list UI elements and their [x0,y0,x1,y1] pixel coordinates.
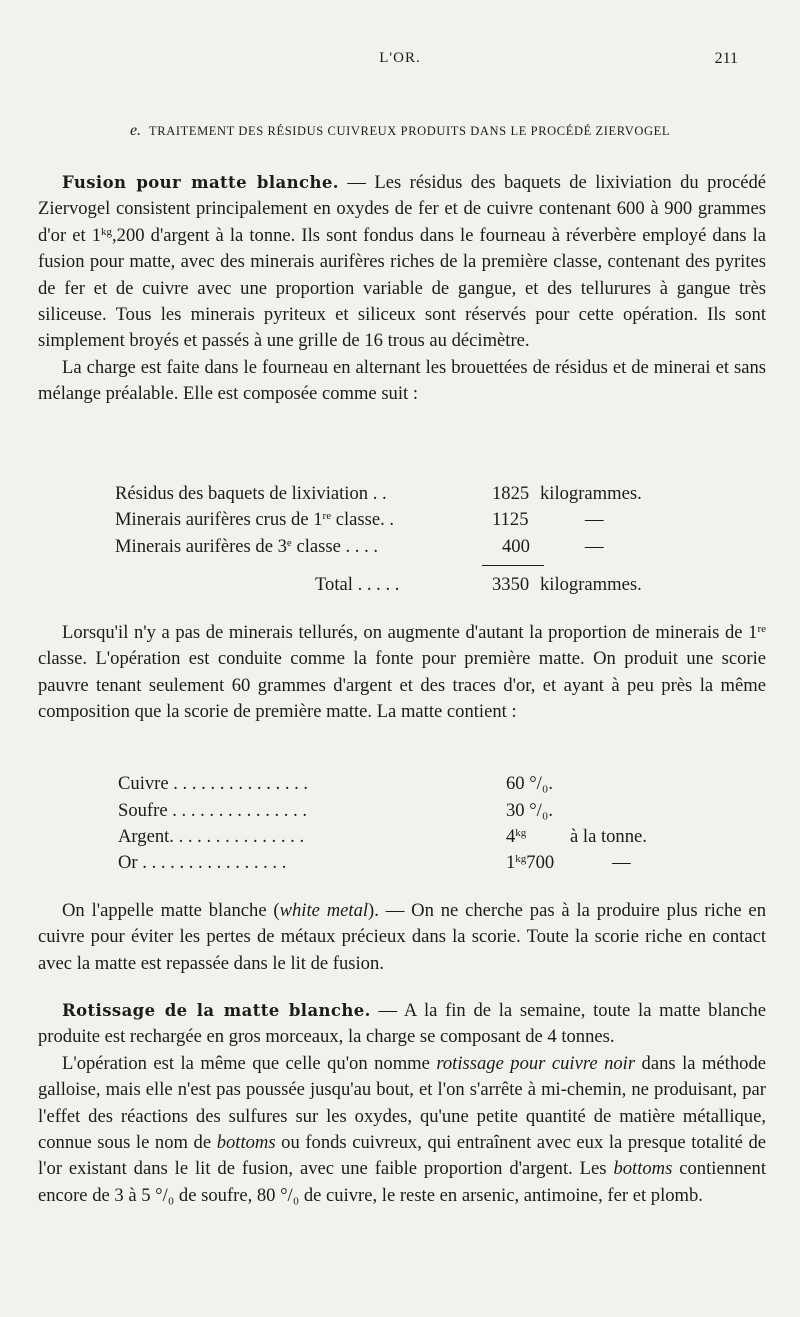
paragraph-white-metal: On l'appelle matte blanche (white metal). — On ne cherche pas à la produire plus riche en cuivre pour éviter les pertes de métaux précieux dans la scorie. Toute la scorie riche en contact avec la matte est repassée dans le lit de fusion. [38,900,766,974]
page-number: 211 [714,50,738,67]
paragraph-fusion: Fusion pour matte blanche. — Les résidus des baquets de lixiviation du procédé Ziervogel consistent principalement en oxydes de fer et de cuivre contenant 600 à 900 grammes d'or et $1^{kg},200$ d'argent à la tonne. Ils sont fondus dans le fourneau à réverbère employé dans la fusion pour matte, avec des minerais aurifères riches de la première classe, contenant des pyrites de fer et de cuivre avec une proportion variable de gangue, et des tellurures à gangue très siliceuse. Tous les minerais pyriteux et siliceux sont réservés pour cette opération. Ils sont simplement broyés et passés à une grille de 16 trous au décimètre. [38,172,766,352]
paragraph-rotissage: Rotissage de la matte blanche. — A la fin de la semaine, toute la matte blanche produite est rechargée en gros morceaux, la charge se composant de 4 tonnes. [38,1000,766,1048]
paragraph-operation: L'opération est la même que celle qu'on nomme rotissage pour cuivre noir dans la méthode galloise, mais elle n'est pas poussée jusqu'au bout, et l'on s'arrête à mi-chemin, ne produisant, par l'effet des réactions des sulfures sur les oxydes, qu'une petite quantité de matière métallique, connue sous le nom de bottoms ou fonds cuivreux, qui entraînent avec eux la presque totalité de l'or existant dans le lit de fusion, avec une faible proportion d'argent. Les bottoms contiennent encore de 3 à 5 °/₀ de soufre, 80 °/₀ de cuivre, le reste en arsenic, antimoine, fer et plomb. [38,1052,767,1206]
rubric-rotissage: Rotissage de la matte blanche. [62,1001,371,1020]
text-block-4 [38,998,766,1209]
section-heading [0,122,800,140]
rubric-fusion: Fusion pour matte blanche. [62,173,339,192]
running-head [0,50,800,74]
book-page: L'OR. 211 e. TRAITEMENT DES RÉSIDUS CUIVREUX PRODUITS DANS LE PROCÉDÉ ZIERVOGEL Fusion pour matte blanche. — Les résidus des baquets de lixiviation du procédé Ziervogel consistent principalement en oxydes de fer et de cuivre contenant 600 à 900 grammes d'or et $1^{kg},200$ d'argent à la tonne. Ils sont fondus dans le fourneau à réverbère employé dans la fusion pour matte, avec des minerais aurifères riches de la première classe, contenant des pyrites de fer et de cuivre avec une proportion variable de gangue, et des tellurures à gangue très siliceuse. Tous les minerais pyriteux et siliceux sont réservés pour cette opération. Ils sont simplement broyés et passés à une grille de 16 trous au décimètre. La charge est faite dans le fourneau en alternant les brouettées de résidus et de minerai et sans mélange préalable. Elle est composée comme suit : Résidus des baquets de lixiviation . . 1825 kilogrammes. Minerais aurifères crus de 1re classe. . 1125 — Minerais aurifères de 3e classe . . . . 400 — Total . . . . . 3350 kilogrammes. Lorsqu'il n'y a pas de minerais tellurés, on augmente d'autant la proportion de minerais de 1re classe. L'opération est conduite comme la fonte pour première matte. On produit une scorie pauvre tenant seulement 60 grammes d'argent et des traces d'or, et ayant à peu près la même composition que la scorie de première matte. La matte contient : Cuivre . . . . . . . . . . . . . . . 60 °/₀. Soufre . . . . . . . . . . . . . . . 30 °/₀. Argent. . . . . . . . . . . . . . . $4^{kg}$ à la tonne. Or . . . . . . . . . . . . . . . . $1^{kg}700$ — On l'appelle matte blanche (white metal). — On ne cherche pas à la produire plus riche en cuivre pour éviter les pertes de métaux précieux dans la scorie. Toute la scorie riche en contact avec la matte est repassée dans le lit de fusion. Rotissage de la matte blanche. — A la fin de la semaine, toute la matte blanche produite est rechargée en gros morceaux, la charge se composant de 4 tonnes. L'opération est la même que celle qu'on nomme rotissage pour cuivre noir dans la méthode galloise, mais elle n'est pas poussée jusqu'au bout, et l'on s'arrête à mi-chemin, ne produisant, par l'effet des réactions des sulfures sur les oxydes, qu'une petite quantité de matière métallique, connue sous le nom de bottoms ou fonds cuivreux, qui entraînent avec eux la presque totalité de l'or existant dans le lit de fusion, avec une faible proportion d'argent. Les bottoms contiennent encore de 3 à 5 °/₀ de soufre, 80 °/₀ de cuivre, le reste en arsenic, antimoine, fer et plomb. [0,0,800,1317]
paragraph-tellures: Lorsqu'il n'y a pas de minerais tellurés, on augmente d'autant la proportion de minerais de 1re classe. L'opération est conduite comme la fonte pour première matte. On produit une scorie pauvre tenant seulement 60 grammes d'argent et des traces d'or, et ayant à peu près la même composition que la scorie de première matte. La matte contient : [38,622,766,723]
running-title: L'OR. [379,50,421,66]
section-letter: e. [129,122,142,139]
text-block-1 [38,170,766,408]
text-block-2 [38,620,766,726]
section-title: TRAITEMENT DES RÉSIDUS CUIVREUX PRODUITS DANS LE PROCÉDÉ ZIERVOGEL [149,124,671,138]
text-block-3 [38,898,766,977]
sum-rule [482,565,544,566]
paragraph-charge: La charge est faite dans le fourneau en alternant les brouettées de résidus et de minerai et sans mélange préalable. Elle est composée comme suit : [38,356,766,405]
